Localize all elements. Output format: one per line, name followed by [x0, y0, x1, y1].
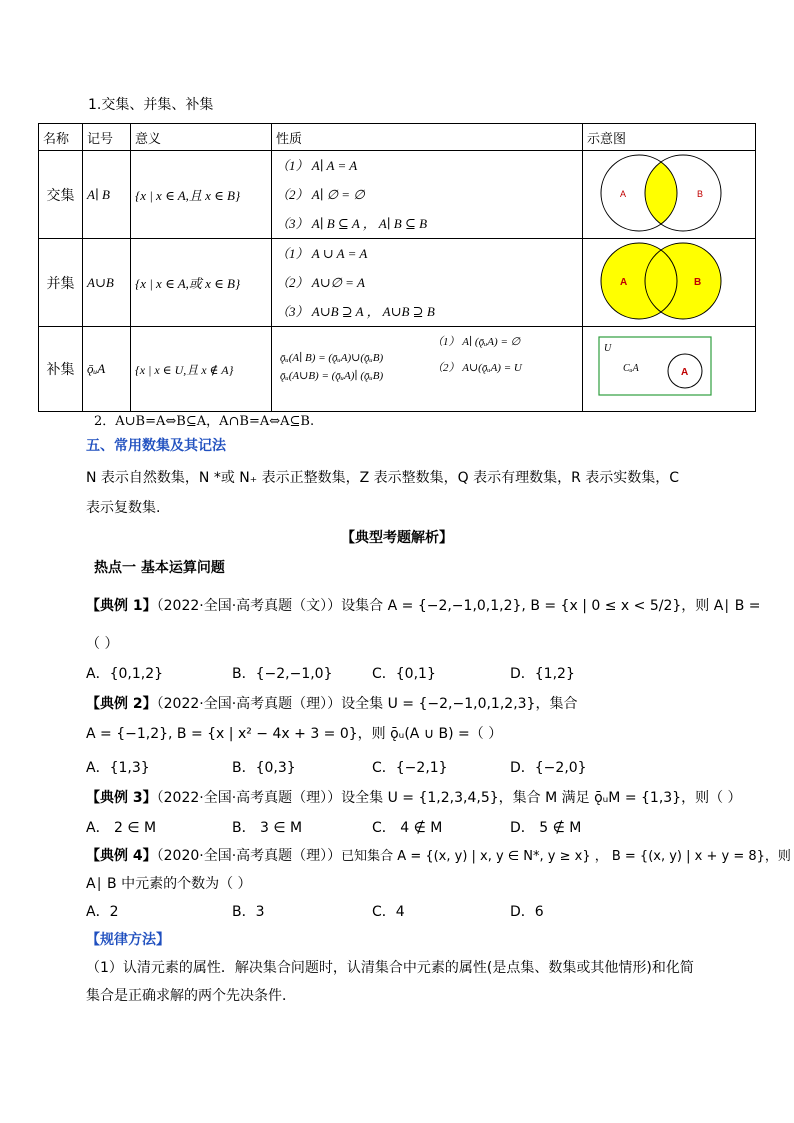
- row-symbol: ǭᵤA: [83, 327, 131, 412]
- example-1-option-c: C．{0,1}: [372, 666, 436, 682]
- method-heading: 【规律方法】: [86, 932, 170, 948]
- property-line: ǭᵤ(A∣ B) = (ǭᵤA)∪(ǭᵤB): [280, 352, 384, 364]
- example-source: （2022·全国·高考真题（理））: [156, 696, 342, 712]
- row-properties: [272, 327, 583, 412]
- typical-problems-heading: 【典型考题解析】: [341, 530, 453, 546]
- row-meaning: {x | x ∈ U,且 x ∉ A}: [131, 327, 272, 412]
- row-diagram: [583, 239, 756, 327]
- example-tag: 【典例 2】: [86, 696, 157, 712]
- set-operations-table: [38, 123, 756, 412]
- universal-set-box: [599, 337, 711, 395]
- union-venn-diagram: [587, 241, 747, 321]
- example-source: （2022·全国·高考真题（理））: [156, 790, 342, 806]
- row-properties: [272, 239, 583, 327]
- header-symbol: 记号: [83, 124, 131, 151]
- row-name: 交集: [39, 151, 83, 239]
- table-row: [39, 151, 756, 239]
- header-properties: 性质: [272, 124, 583, 151]
- example-4-option-d: D．6: [510, 904, 544, 920]
- property-line: （3） A∣ B ⊆ A ， A∣ B ⊆ B: [276, 216, 428, 231]
- example-question: 已知集合 A = {(x, y) | x, y ∈ N*, y ≥ x} ， B = {(x, y) | x + y = 8}，则: [341, 849, 791, 864]
- method-line1: （1）认清元素的属性．解决集合问题时，认清集合中元素的属性(是点集、数集或其他情形)和化简: [86, 960, 694, 976]
- example-4-option-a: A．2: [86, 904, 119, 920]
- circle-b: [645, 243, 721, 319]
- method-line2: 集合是正确求解的两个先决条件．: [86, 988, 296, 1004]
- property-line: （2） A∣ ∅ = ∅: [276, 187, 365, 202]
- complement-properties-right: [432, 329, 522, 381]
- section5-heading: 五、常用数集及其记法: [86, 438, 226, 454]
- row-symbol: A∣ B: [83, 151, 131, 239]
- example-source: （2022·全国·高考真题（文））: [156, 598, 342, 614]
- property-line: （1） A∣ A = A: [276, 158, 358, 173]
- example-1-stem: [86, 596, 761, 616]
- example-2-option-a: A．{1,3}: [86, 760, 150, 776]
- property-line: ǭᵤ(A∪B) = (ǭᵤA)∣ (ǭᵤB): [280, 370, 384, 382]
- complement-diagram: [587, 327, 747, 407]
- example-3-option-b: B． 3 ∈ M: [232, 820, 303, 836]
- example-1-blank: （ ）: [86, 636, 119, 652]
- complement-properties-left: [280, 349, 383, 385]
- row-diagram: [583, 327, 756, 412]
- example-question: 设集合 A = {−2,−1,0,1,2}, B = {x | 0 ≤ x < 5/2}，则 A∣ B =: [341, 598, 761, 614]
- table-row: [39, 239, 756, 327]
- intersection-venn-diagram: [587, 153, 747, 233]
- property-line: （1） A∣ (ǭᵤA) = ∅: [432, 336, 521, 348]
- example-3-option-c: C． 4 ∉ M: [372, 820, 443, 836]
- example-2-option-d: D．{−2,0}: [510, 760, 587, 776]
- example-question: 设全集 U = {−2,−1,0,1,2,3}，集合: [341, 696, 578, 712]
- example-3-option-d: D． 5 ∉ M: [510, 820, 582, 836]
- example-tag: 【典例 1】: [86, 598, 157, 614]
- label-b: B: [694, 276, 702, 288]
- example-2-stem-line2: A = {−1,2}, B = {x | x² − 4x + 3 = 0}，则 ǭᵤ(A ∪ B) =（ ）: [86, 726, 503, 742]
- property-line: （1） A ∪ A = A: [276, 246, 368, 261]
- example-1-option-b: B．{−2,−1,0}: [232, 666, 333, 682]
- section5-line1: N 表示自然数集，N *或 N₊ 表示正整数集，Z 表示整数集，Q 表示有理数集，R 表示实数集，C: [86, 470, 680, 486]
- table-row: [39, 327, 756, 412]
- row-meaning: {x | x ∈ A,且 x ∈ B}: [131, 151, 272, 239]
- example-4-stem: [86, 846, 791, 867]
- example-1-option-a: A．{0,1,2}: [86, 666, 164, 682]
- example-1-option-d: D．{1,2}: [510, 666, 575, 682]
- example-3-option-a: A． 2 ∈ M: [86, 820, 157, 836]
- row-name: 补集: [39, 327, 83, 412]
- table-header-row: [39, 124, 756, 151]
- example-tag: 【典例 4】: [86, 848, 157, 864]
- row-symbol: A∪B: [83, 239, 131, 327]
- example-2-option-b: B．{0,3}: [232, 760, 296, 776]
- label-a: A: [620, 188, 627, 199]
- label-complement: CᵤA: [623, 363, 639, 374]
- example-4-option-b: B．3: [232, 904, 265, 920]
- property-line: （2） A∪(ǭᵤA) = U: [432, 362, 522, 374]
- label-a: A: [620, 276, 628, 288]
- example-3-stem: [86, 788, 742, 808]
- example-4-option-c: C．4: [372, 904, 405, 920]
- section5-line2: 表示复数集.: [86, 500, 161, 516]
- example-question: 设全集 U = {1,2,3,4,5}，集合 M 满足 ǭᵤM = {1,3}，则（ ）: [341, 790, 742, 806]
- row-name: 并集: [39, 239, 83, 327]
- header-meaning: 意义: [131, 124, 272, 151]
- label-a: A: [681, 367, 689, 378]
- example-4-stem-line2: A∣ B 中元素的个数为（ ）: [86, 876, 252, 892]
- row-properties: [272, 151, 583, 239]
- property-line: （3） A∪B ⊇ A ， A∪B ⊇ B: [276, 304, 435, 319]
- header-diagram: 示意图: [583, 124, 756, 151]
- hot-topic-heading: 热点一 基本运算问题: [94, 560, 225, 576]
- note-2: 2．A∪B=A⇔B⊆A，A∩B=A⇔A⊆B.: [94, 414, 315, 429]
- header-name: 名称: [39, 124, 83, 151]
- label-u: U: [604, 343, 612, 354]
- example-source: （2020·全国·高考真题（理））: [156, 848, 342, 864]
- property-line: （2） A∪∅ = A: [276, 275, 365, 290]
- section-heading: 1.交集、并集、补集: [88, 97, 214, 113]
- example-2-option-c: C．{−2,1}: [372, 760, 448, 776]
- example-2-stem: [86, 694, 577, 714]
- row-meaning: {x | x ∈ A,或 x ∈ B}: [131, 239, 272, 327]
- example-tag: 【典例 3】: [86, 790, 157, 806]
- label-b: B: [697, 188, 704, 199]
- row-diagram: [583, 151, 756, 239]
